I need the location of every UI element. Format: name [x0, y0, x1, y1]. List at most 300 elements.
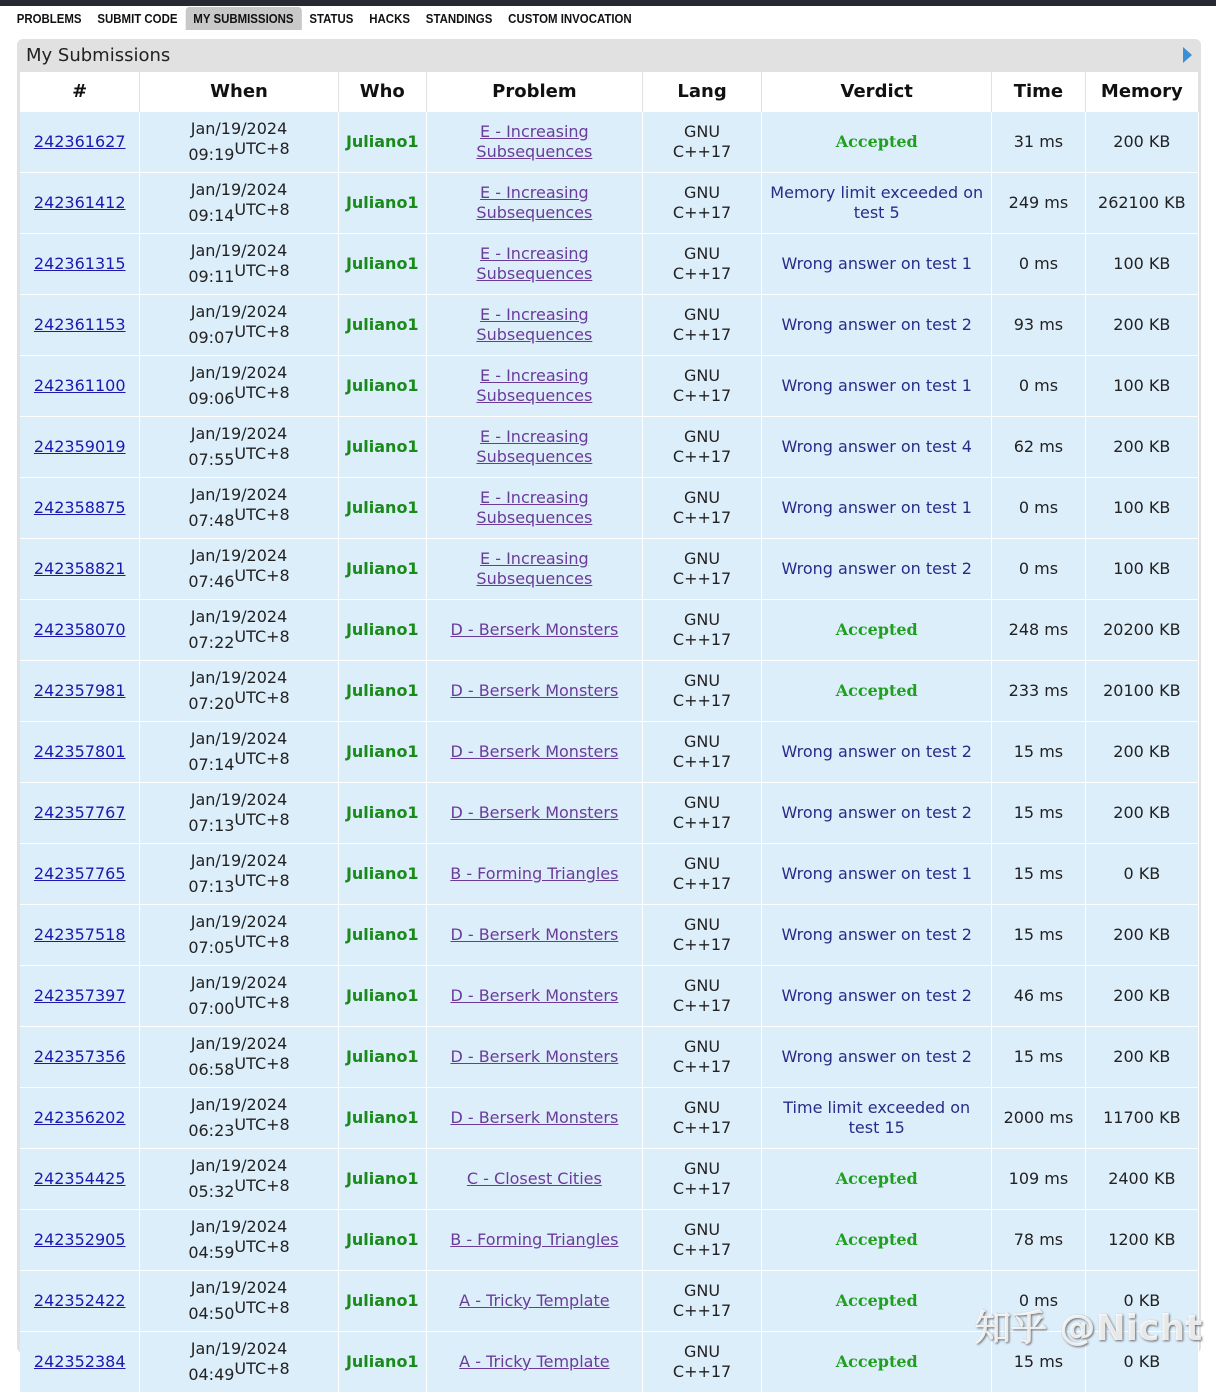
time-of-day: 07:00 [188, 999, 234, 1018]
when-cell [140, 722, 338, 783]
time-cell: 249 ms [992, 173, 1085, 234]
when-cell [140, 783, 338, 844]
time-of-day: 09:19 [188, 145, 234, 164]
time-cell: 0 ms [992, 539, 1085, 600]
time-of-day: 07:48 [188, 511, 234, 530]
lang-cell: GNU C++17 [642, 1332, 761, 1392]
timezone: UTC+8 [234, 505, 289, 524]
time-of-day: 09:14 [188, 206, 234, 225]
menu-submit-code[interactable]: SUBMIT CODE [89, 7, 185, 30]
submission-id-cell [20, 356, 140, 417]
submission-id-cell [20, 1210, 140, 1271]
problem-link[interactable]: E - Increasing Subsequences [476, 183, 592, 222]
timezone: UTC+8 [234, 1359, 289, 1378]
submission-id-link[interactable]: 242358875 [34, 498, 126, 517]
problem-link[interactable]: D - Berserk Monsters [450, 1047, 618, 1066]
table-row [20, 1027, 1199, 1088]
problem-link[interactable]: B - Forming Triangles [450, 1230, 618, 1249]
submission-id-link[interactable]: 242357801 [34, 742, 126, 761]
date: Jan/19/2024 [191, 607, 288, 626]
time-cell: 248 ms [992, 600, 1085, 661]
problem-link[interactable]: E - Increasing Subsequences [476, 122, 592, 161]
table-row [20, 356, 1199, 417]
table-row [20, 661, 1199, 722]
column-header: Memory [1085, 72, 1198, 112]
submission-id-link[interactable]: 242352384 [34, 1352, 126, 1371]
timezone: UTC+8 [234, 627, 289, 646]
column-header: Problem [426, 72, 642, 112]
who-cell[interactable]: Juliano1 [338, 1332, 426, 1392]
date: Jan/19/2024 [191, 1034, 288, 1053]
submission-id-cell [20, 844, 140, 905]
submission-id-link[interactable]: 242358821 [34, 559, 126, 578]
submission-id-cell [20, 295, 140, 356]
problem-cell [426, 844, 642, 905]
menu-custom-invocation[interactable]: CUSTOM INVOCATION [500, 7, 639, 30]
who-cell[interactable]: Juliano1 [338, 1271, 426, 1332]
date: Jan/19/2024 [191, 790, 288, 809]
memory-cell: 20100 KB [1085, 661, 1198, 722]
time-of-day: 07:05 [188, 938, 234, 957]
memory-cell: 0 KB [1085, 1271, 1198, 1332]
time-of-day: 09:11 [188, 267, 234, 286]
verdict-cell: Accepted [762, 1210, 992, 1271]
problem-cell [426, 295, 642, 356]
lang-cell: GNU C++17 [642, 417, 761, 478]
who-cell[interactable]: Juliano1 [338, 295, 426, 356]
lang-cell: GNU C++17 [642, 1088, 761, 1149]
lang-cell: GNU C++17 [642, 661, 761, 722]
problem-cell [426, 1271, 642, 1332]
memory-cell: 200 KB [1085, 295, 1198, 356]
submission-id-link[interactable]: 242354425 [34, 1169, 126, 1188]
lang-cell: GNU C++17 [642, 722, 761, 783]
when-cell [140, 1149, 338, 1210]
problem-cell [426, 1027, 642, 1088]
time-cell: 0 ms [992, 234, 1085, 295]
time-cell: 15 ms [992, 905, 1085, 966]
problem-link[interactable]: A - Tricky Template [459, 1291, 609, 1310]
verdict-cell: Wrong answer on test 2 [762, 295, 992, 356]
lang-cell: GNU C++17 [642, 600, 761, 661]
time-of-day: 04:49 [188, 1365, 234, 1384]
submission-id-cell [20, 783, 140, 844]
when-cell [140, 417, 338, 478]
lang-cell: GNU C++17 [642, 966, 761, 1027]
submission-id-cell [20, 722, 140, 783]
submission-id-link[interactable]: 242357518 [34, 925, 126, 944]
submission-id-cell [20, 478, 140, 539]
timezone: UTC+8 [234, 566, 289, 585]
who-cell[interactable]: Juliano1 [338, 417, 426, 478]
time-cell: 0 ms [992, 478, 1085, 539]
menu-standings[interactable]: STANDINGS [418, 7, 500, 30]
lang-cell: GNU C++17 [642, 112, 761, 173]
verdict-cell: Wrong answer on test 2 [762, 783, 992, 844]
who-cell[interactable]: Juliano1 [338, 661, 426, 722]
memory-cell: 200 KB [1085, 112, 1198, 173]
when-cell [140, 600, 338, 661]
problem-cell [426, 1332, 642, 1392]
problem-link[interactable]: E - Increasing Subsequences [476, 427, 592, 466]
timezone: UTC+8 [234, 871, 289, 890]
date: Jan/19/2024 [191, 424, 288, 443]
time-cell: 15 ms [992, 1332, 1085, 1392]
who-cell[interactable]: Juliano1 [338, 1088, 426, 1149]
table-row [20, 478, 1199, 539]
timezone: UTC+8 [234, 261, 289, 280]
submission-id-cell [20, 1027, 140, 1088]
timezone: UTC+8 [234, 688, 289, 707]
who-cell[interactable]: Juliano1 [338, 966, 426, 1027]
timezone: UTC+8 [234, 993, 289, 1012]
date: Jan/19/2024 [191, 241, 288, 260]
verdict-cell: Wrong answer on test 2 [762, 539, 992, 600]
time-of-day: 04:50 [188, 1304, 234, 1323]
problem-cell [426, 1088, 642, 1149]
date: Jan/19/2024 [191, 302, 288, 321]
who-cell[interactable]: Juliano1 [338, 539, 426, 600]
time-of-day: 04:59 [188, 1243, 234, 1262]
verdict-cell: Wrong answer on test 1 [762, 844, 992, 905]
date: Jan/19/2024 [191, 485, 288, 504]
date: Jan/19/2024 [191, 1156, 288, 1175]
problem-cell [426, 112, 642, 173]
submission-id-link[interactable]: 242361100 [34, 376, 126, 395]
timezone: UTC+8 [234, 1176, 289, 1195]
table-row [20, 1088, 1199, 1149]
who-cell[interactable]: Juliano1 [338, 600, 426, 661]
table-row [20, 783, 1199, 844]
submission-id-cell [20, 1332, 140, 1392]
lang-cell: GNU C++17 [642, 234, 761, 295]
memory-cell: 100 KB [1085, 478, 1198, 539]
date: Jan/19/2024 [191, 668, 288, 687]
when-cell [140, 1027, 338, 1088]
time-of-day: 06:58 [188, 1060, 234, 1079]
date: Jan/19/2024 [191, 119, 288, 138]
time-cell: 233 ms [992, 661, 1085, 722]
date: Jan/19/2024 [191, 363, 288, 382]
timezone: UTC+8 [234, 749, 289, 768]
problem-cell [426, 539, 642, 600]
submission-id-cell [20, 234, 140, 295]
memory-cell: 0 KB [1085, 1332, 1198, 1392]
memory-cell: 2400 KB [1085, 1149, 1198, 1210]
submissions-panel [17, 39, 1201, 1353]
who-cell[interactable]: Juliano1 [338, 1149, 426, 1210]
who-cell[interactable]: Juliano1 [338, 905, 426, 966]
when-cell [140, 539, 338, 600]
table-row [20, 966, 1199, 1027]
problem-cell [426, 783, 642, 844]
menu-status[interactable]: STATUS [301, 7, 361, 30]
submission-id-link[interactable]: 242357981 [34, 681, 126, 700]
problem-cell [426, 722, 642, 783]
time-cell: 62 ms [992, 417, 1085, 478]
lang-cell: GNU C++17 [642, 1271, 761, 1332]
date: Jan/19/2024 [191, 1278, 288, 1297]
table-row [20, 295, 1199, 356]
memory-cell: 0 KB [1085, 844, 1198, 905]
problem-link[interactable]: E - Increasing Subsequences [476, 244, 592, 283]
problem-cell [426, 905, 642, 966]
lang-cell: GNU C++17 [642, 478, 761, 539]
verdict-cell: Wrong answer on test 1 [762, 234, 992, 295]
memory-cell: 20200 KB [1085, 600, 1198, 661]
when-cell [140, 356, 338, 417]
table-row [20, 1149, 1199, 1210]
verdict-cell: Time limit exceeded on test 15 [762, 1088, 992, 1149]
problem-link[interactable]: E - Increasing Subsequences [476, 366, 592, 405]
time-of-day: 07:20 [188, 694, 234, 713]
when-cell [140, 1210, 338, 1271]
who-cell[interactable]: Juliano1 [338, 722, 426, 783]
when-cell [140, 966, 338, 1027]
verdict-cell: Accepted [762, 1332, 992, 1392]
date: Jan/19/2024 [191, 973, 288, 992]
who-cell[interactable]: Juliano1 [338, 783, 426, 844]
verdict-cell: Accepted [762, 600, 992, 661]
problem-link[interactable]: D - Berserk Monsters [450, 620, 618, 639]
verdict-cell: Accepted [762, 112, 992, 173]
time-of-day: 07:13 [188, 816, 234, 835]
table-row [20, 234, 1199, 295]
submission-id-cell [20, 1149, 140, 1210]
problem-cell [426, 661, 642, 722]
column-header: When [140, 72, 338, 112]
panel-title: My Submissions [26, 45, 170, 66]
time-cell: 78 ms [992, 1210, 1085, 1271]
column-header: Lang [642, 72, 761, 112]
problem-cell [426, 600, 642, 661]
when-cell [140, 173, 338, 234]
who-cell[interactable]: Juliano1 [338, 234, 426, 295]
problem-link[interactable]: E - Increasing Subsequences [476, 488, 592, 527]
memory-cell: 1200 KB [1085, 1210, 1198, 1271]
verdict-cell: Accepted [762, 1149, 992, 1210]
submission-id-link[interactable]: 242359019 [34, 437, 126, 456]
lang-cell: GNU C++17 [642, 539, 761, 600]
when-cell [140, 234, 338, 295]
verdict-cell: Wrong answer on test 1 [762, 356, 992, 417]
time-of-day: 09:06 [188, 389, 234, 408]
date: Jan/19/2024 [191, 851, 288, 870]
table-row [20, 905, 1199, 966]
column-header: Verdict [762, 72, 992, 112]
submission-id-link[interactable]: 242361315 [34, 254, 126, 273]
memory-cell: 200 KB [1085, 417, 1198, 478]
problem-cell [426, 1149, 642, 1210]
when-cell [140, 295, 338, 356]
problem-link[interactable]: E - Increasing Subsequences [476, 305, 592, 344]
lang-cell: GNU C++17 [642, 844, 761, 905]
verdict-cell: Wrong answer on test 2 [762, 1027, 992, 1088]
memory-cell: 200 KB [1085, 905, 1198, 966]
timezone: UTC+8 [234, 1298, 289, 1317]
problem-link[interactable]: A - Tricky Template [459, 1352, 609, 1371]
submission-id-link[interactable]: 242361412 [34, 193, 126, 212]
problem-cell [426, 417, 642, 478]
lang-cell: GNU C++17 [642, 173, 761, 234]
when-cell [140, 1271, 338, 1332]
timezone: UTC+8 [234, 444, 289, 463]
who-cell[interactable]: Juliano1 [338, 1210, 426, 1271]
submission-id-link[interactable]: 242357356 [34, 1047, 126, 1066]
verdict-cell: Memory limit exceeded on test 5 [762, 173, 992, 234]
time-of-day: 07:14 [188, 755, 234, 774]
table-row [20, 844, 1199, 905]
problem-link[interactable]: B - Forming Triangles [450, 864, 618, 883]
when-cell [140, 112, 338, 173]
submission-id-link[interactable]: 242356202 [34, 1108, 126, 1127]
time-cell: 15 ms [992, 722, 1085, 783]
watermark: 知乎 @Nicht [975, 1300, 1202, 1351]
who-cell[interactable]: Juliano1 [338, 173, 426, 234]
who-cell[interactable]: Juliano1 [338, 478, 426, 539]
when-cell [140, 1332, 338, 1392]
submission-id-cell [20, 417, 140, 478]
timezone: UTC+8 [234, 383, 289, 402]
timezone: UTC+8 [234, 1054, 289, 1073]
memory-cell: 100 KB [1085, 234, 1198, 295]
memory-cell: 200 KB [1085, 783, 1198, 844]
timezone: UTC+8 [234, 139, 289, 158]
table-row [20, 112, 1199, 173]
lang-cell: GNU C++17 [642, 783, 761, 844]
problem-link[interactable]: C - Closest Cities [467, 1169, 602, 1188]
contest-menu [0, 6, 1070, 31]
submission-id-link[interactable]: 242361153 [34, 315, 126, 334]
problem-link[interactable]: D - Berserk Monsters [450, 742, 618, 761]
timezone: UTC+8 [234, 200, 289, 219]
memory-cell: 262100 KB [1085, 173, 1198, 234]
date: Jan/19/2024 [191, 546, 288, 565]
verdict-cell: Accepted [762, 1271, 992, 1332]
menu-my-submissions[interactable]: MY SUBMISSIONS [185, 7, 301, 30]
submission-id-link[interactable]: 242352422 [34, 1291, 126, 1310]
submission-id-cell [20, 905, 140, 966]
problem-link[interactable]: D - Berserk Monsters [450, 803, 618, 822]
time-cell: 0 ms [992, 1271, 1085, 1332]
column-header: # [20, 72, 140, 112]
who-cell[interactable]: Juliano1 [338, 844, 426, 905]
menu-hacks[interactable]: HACKS [361, 7, 418, 30]
table-row [20, 539, 1199, 600]
problem-link[interactable]: D - Berserk Monsters [450, 681, 618, 700]
time-cell: 15 ms [992, 783, 1085, 844]
submission-id-cell [20, 661, 140, 722]
problem-cell [426, 1210, 642, 1271]
lang-cell: GNU C++17 [642, 356, 761, 417]
verdict-cell: Wrong answer on test 2 [762, 905, 992, 966]
problem-cell [426, 234, 642, 295]
lang-cell: GNU C++17 [642, 905, 761, 966]
table-row [20, 1210, 1199, 1271]
table-row [20, 417, 1199, 478]
time-of-day: 07:46 [188, 572, 234, 591]
time-of-day: 07:13 [188, 877, 234, 896]
problem-link[interactable]: D - Berserk Monsters [450, 1108, 618, 1127]
submission-id-link[interactable]: 242357767 [34, 803, 126, 822]
when-cell [140, 478, 338, 539]
submission-id-cell [20, 173, 140, 234]
time-cell: 46 ms [992, 966, 1085, 1027]
submission-id-link[interactable]: 242361627 [34, 132, 126, 151]
column-header: Time [992, 72, 1085, 112]
verdict-cell: Wrong answer on test 2 [762, 966, 992, 1027]
problem-link[interactable]: D - Berserk Monsters [450, 986, 618, 1005]
date: Jan/19/2024 [191, 1217, 288, 1236]
problem-cell [426, 478, 642, 539]
verdict-cell: Wrong answer on test 2 [762, 722, 992, 783]
submission-id-cell [20, 966, 140, 1027]
memory-cell: 200 KB [1085, 722, 1198, 783]
time-cell: 2000 ms [992, 1088, 1085, 1149]
problem-cell [426, 173, 642, 234]
date: Jan/19/2024 [191, 729, 288, 748]
table-row [20, 173, 1199, 234]
time-of-day: 07:55 [188, 450, 234, 469]
column-header: Who [338, 72, 426, 112]
when-cell [140, 844, 338, 905]
time-of-day: 06:23 [188, 1121, 234, 1140]
table-row [20, 722, 1199, 783]
problem-cell [426, 966, 642, 1027]
time-cell: 31 ms [992, 112, 1085, 173]
submission-id-cell [20, 539, 140, 600]
memory-cell: 200 KB [1085, 966, 1198, 1027]
toggle-arrow-icon[interactable] [1183, 47, 1192, 63]
timezone: UTC+8 [234, 1237, 289, 1256]
time-cell: 15 ms [992, 1027, 1085, 1088]
problem-link[interactable]: D - Berserk Monsters [450, 925, 618, 944]
submission-id-cell [20, 112, 140, 173]
submission-id-link[interactable]: 242352905 [34, 1230, 126, 1249]
submission-id-cell [20, 1088, 140, 1149]
date: Jan/19/2024 [191, 912, 288, 931]
submission-id-cell [20, 600, 140, 661]
menu-problems[interactable]: PROBLEMS [9, 7, 90, 30]
date: Jan/19/2024 [191, 1339, 288, 1358]
when-cell [140, 661, 338, 722]
lang-cell: GNU C++17 [642, 1149, 761, 1210]
submission-id-link[interactable]: 242357765 [34, 864, 126, 883]
time-cell: 0 ms [992, 356, 1085, 417]
time-of-day: 07:22 [188, 633, 234, 652]
who-cell[interactable]: Juliano1 [338, 112, 426, 173]
lang-cell: GNU C++17 [642, 1210, 761, 1271]
timezone: UTC+8 [234, 1115, 289, 1134]
submission-id-link[interactable]: 242357397 [34, 986, 126, 1005]
problem-link[interactable]: E - Increasing Subsequences [476, 549, 592, 588]
time-of-day: 05:32 [188, 1182, 234, 1201]
who-cell[interactable]: Juliano1 [338, 1027, 426, 1088]
table-row [20, 600, 1199, 661]
memory-cell: 100 KB [1085, 539, 1198, 600]
time-cell: 109 ms [992, 1149, 1085, 1210]
who-cell[interactable]: Juliano1 [338, 356, 426, 417]
timezone: UTC+8 [234, 322, 289, 341]
date: Jan/19/2024 [191, 1095, 288, 1114]
memory-cell: 100 KB [1085, 356, 1198, 417]
lang-cell: GNU C++17 [642, 295, 761, 356]
timezone: UTC+8 [234, 932, 289, 951]
submission-id-link[interactable]: 242358070 [34, 620, 126, 639]
submissions-table [20, 72, 1199, 1392]
verdict-cell: Wrong answer on test 4 [762, 417, 992, 478]
time-cell: 93 ms [992, 295, 1085, 356]
